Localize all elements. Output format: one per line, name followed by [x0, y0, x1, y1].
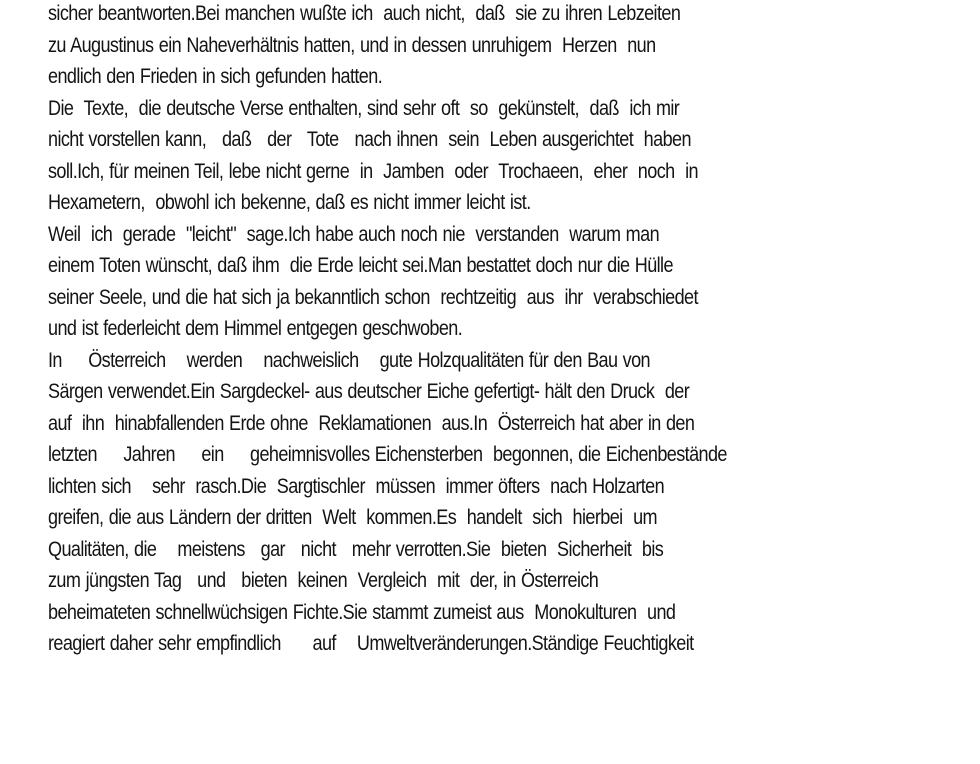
- text-line: greifen, die aus Ländern der dritten Welt kommen.Es handelt sich hierbei um: [48, 506, 658, 529]
- text-line: soll.Ich, für meinen Teil, lebe nicht gerne in Jamben oder Trochaeen, eher noch in: [48, 159, 698, 183]
- text-line: und ist federleicht dem Himmel entgegen geschwoben.: [48, 317, 463, 340]
- text-line: Die Texte, die deutsche Verse enthalten, sind sehr oft so gekünstelt, daß ich mir: [48, 96, 680, 120]
- text-line: endlich den Frieden in sich gefunden hatten.: [48, 65, 383, 88]
- text-line: Weil ich gerade "leicht" sage.Ich habe auch noch nie verstanden warum man: [48, 222, 660, 246]
- text-line: letzten Jahren ein geheimnisvolles Eichensterben begonnen, die Eichenbestände: [48, 443, 727, 466]
- text-line: beheimateten schnellwüchsigen Fichte.Sie stammt zumeist aus Monokulturen und: [48, 600, 676, 624]
- text-line: In Österreich werden nachweislich gute Holzqualitäten für den Bau von: [48, 348, 650, 372]
- text-line: einem Toten wünscht, daß ihm die Erde leicht sei.Man bestattet doch nur die Hülle: [48, 254, 673, 277]
- text-line: nicht vorstellen kann, daß der Tote nach ihnen sein Leben ausgerichtet haben: [48, 128, 691, 151]
- text-line: lichten sich sehr rasch.Die Sargtischler müssen immer öfters nach Holzarten: [48, 474, 665, 498]
- text-line: auf ihn hinabfallenden Erde ohne Reklamationen aus.In Österreich hat aber in den: [48, 411, 695, 435]
- text-line: sicher beantworten.Bei manchen wußte ich auch nicht, daß sie zu ihren Lebzeiten: [48, 2, 681, 25]
- text-line: Qualitäten, die meistens gar nicht mehr verrotten.Sie bieten Sicherheit bis: [48, 537, 664, 561]
- text-line: Hexametern, obwohl ich bekenne, daß es nicht immer leicht ist.: [48, 191, 531, 214]
- text-line: zum jüngsten Tag und bieten keinen Vergleich mit der, in Österreich: [48, 569, 599, 592]
- text-line: reagiert daher sehr empfindlich auf Umweltveränderungen.Ständige Feuchtigkeit: [48, 632, 694, 655]
- text-line: seiner Seele, und die hat sich ja bekanntlich schon rechtzeitig aus ihr verabschiedet: [48, 285, 698, 309]
- body-text: [48, 0, 958, 660]
- text-line: zu Augustinus ein Naheverhältnis hatten, und in dessen unruhigem Herzen nun: [48, 33, 656, 57]
- text-line: Särgen verwendet.Ein Sargdeckel- aus deutscher Eiche gefertigt- hält den Druck der: [48, 380, 690, 403]
